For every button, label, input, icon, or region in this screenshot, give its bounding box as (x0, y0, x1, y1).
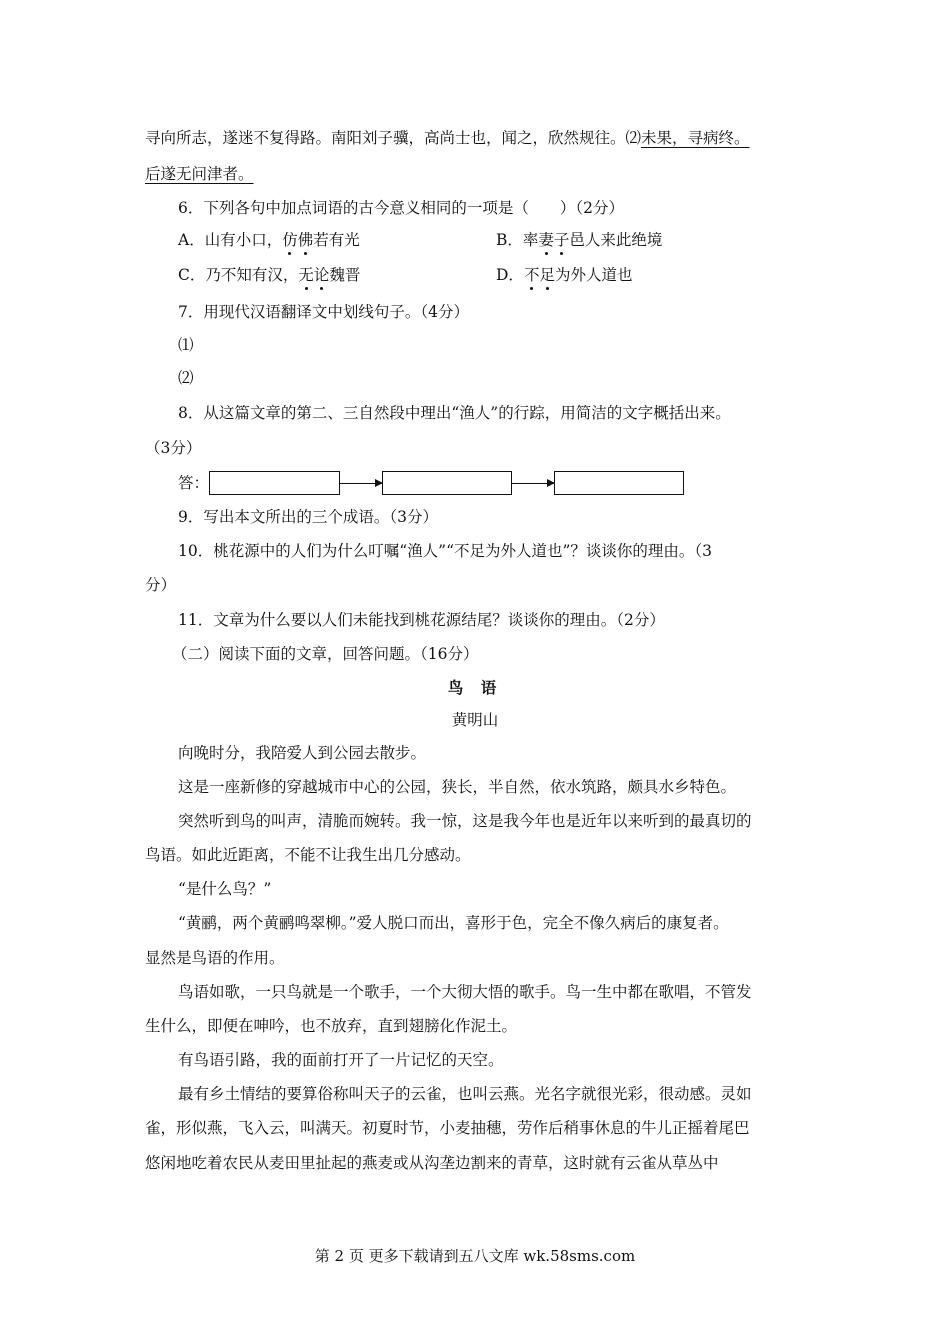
paragraph-8-line-1: 最有乡土情结的要算俗称叫天子的云雀，也叫云燕。光名字就很光彩，很动感。灵如 (178, 1085, 752, 1103)
paragraph-3-line-1: 突然听到鸟的叫声，清脆而婉转。我一惊，这是我今年也是近年以来听到的最真切的 (178, 812, 752, 830)
passage-line-1 (145, 127, 750, 149)
paragraph-8-line-3: 悠闲地吃着农民从麦田里扯起的燕麦或从沟垄边割来的青草，这时就有云雀从草丛中 (145, 1154, 719, 1172)
q7-item-2: ⑵ (178, 369, 194, 387)
article-title: 鸟 语 (447, 678, 503, 697)
question-9: 9．写出本文所出的三个成语。（3分） (178, 508, 438, 526)
paragraph-5-line-1: “黄鹂，两个黄鹂鸣翠柳。”爱人脱口而出，喜形于色，完全不像久病后的康复者。 (178, 914, 729, 932)
question-10: 10．桃花源中的人们为什么叮嘱“渔人”“不足为外人道也”？谈谈你的理由。（3 (178, 542, 713, 560)
paragraph-6-line-2: 生什么，即便在呻吟，也不放弃，直到翅膀化作泥土。 (145, 1017, 518, 1035)
question-7: 7．用现代汉语翻译文中划线句子。（4分） (178, 303, 469, 321)
q8-answer-label: 答： (178, 474, 210, 492)
arrow-2 (512, 483, 554, 484)
passage-text: 寻向所志，遂迷不复得路。南阳刘子骥，高尚士也，闻之，欣然规往。⑵ (145, 129, 642, 147)
paragraph-5-line-2: 显然是鸟语的作用。 (145, 949, 285, 967)
paragraph-3-line-2: 鸟语。如此近距离，不能不让我生出几分感动。 (145, 846, 471, 864)
q8-score: （3分） (145, 439, 202, 457)
question-10-cont: 分） (145, 576, 177, 594)
paragraph-7: 有鸟语引路，我的面前打开了一片记忆的天空。 (178, 1051, 504, 1069)
q6-option-c: C．乃不知有汉，无论魏晋 (178, 266, 361, 284)
question-6: 6．下列各句中加点词语的古今意义相同的一项是（ ）（2分） (178, 199, 624, 217)
arrow-1 (340, 483, 382, 484)
q6-option-a: A．山有小口，仿佛若有光 (178, 231, 360, 249)
paragraph-2: 这是一座新修的穿越城市中心的公园，狭长，半自然，依水筑路，颇具水乡特色。 (178, 778, 737, 796)
paragraph-8-line-2: 雀，形似燕，飞入云，叫满天。初夏时节，小麦抽穗，劳作后稍事休息的牛儿正摇着尾巴 (145, 1119, 750, 1137)
answer-box-3 (554, 471, 684, 495)
paragraph-1: 向晚时分，我陪爱人到公园去散步。 (178, 744, 427, 762)
q6-option-b: B．率妻子邑人来此绝境 (496, 231, 663, 249)
underlined-sentence-2-cont: 后遂无问津者。 (145, 165, 254, 183)
article-author: 黄明山 (451, 711, 499, 729)
q6-option-d: D．不足为外人道也 (496, 266, 633, 284)
answer-box-2 (382, 471, 512, 495)
question-11: 11．文章为什么要以人们未能找到桃花源结尾？谈谈你的理由。（2分） (178, 611, 665, 629)
paragraph-4: “是什么鸟？” (178, 880, 272, 898)
q7-item-1: ⑴ (178, 336, 194, 354)
paragraph-6-line-1: 鸟语如歌，一只鸟就是一个歌手，一个大彻大悟的歌手。鸟一生中都在歌唱，不管发 (178, 983, 752, 1001)
question-8: 8．从这篇文章的第二、三自然段中理出“渔人”的行踪，用简洁的文字概括出来。 (178, 404, 731, 422)
section-2-heading: （二）阅读下面的文章，回答问题。（16分） (172, 645, 479, 663)
passage-line-2 (145, 163, 254, 185)
answer-box-1 (209, 471, 340, 495)
underlined-sentence-2: 未果，寻病终。 (641, 129, 750, 147)
page-footer: 第 2 页 更多下载请到五八文库 wk.58sms.com (314, 1247, 636, 1265)
